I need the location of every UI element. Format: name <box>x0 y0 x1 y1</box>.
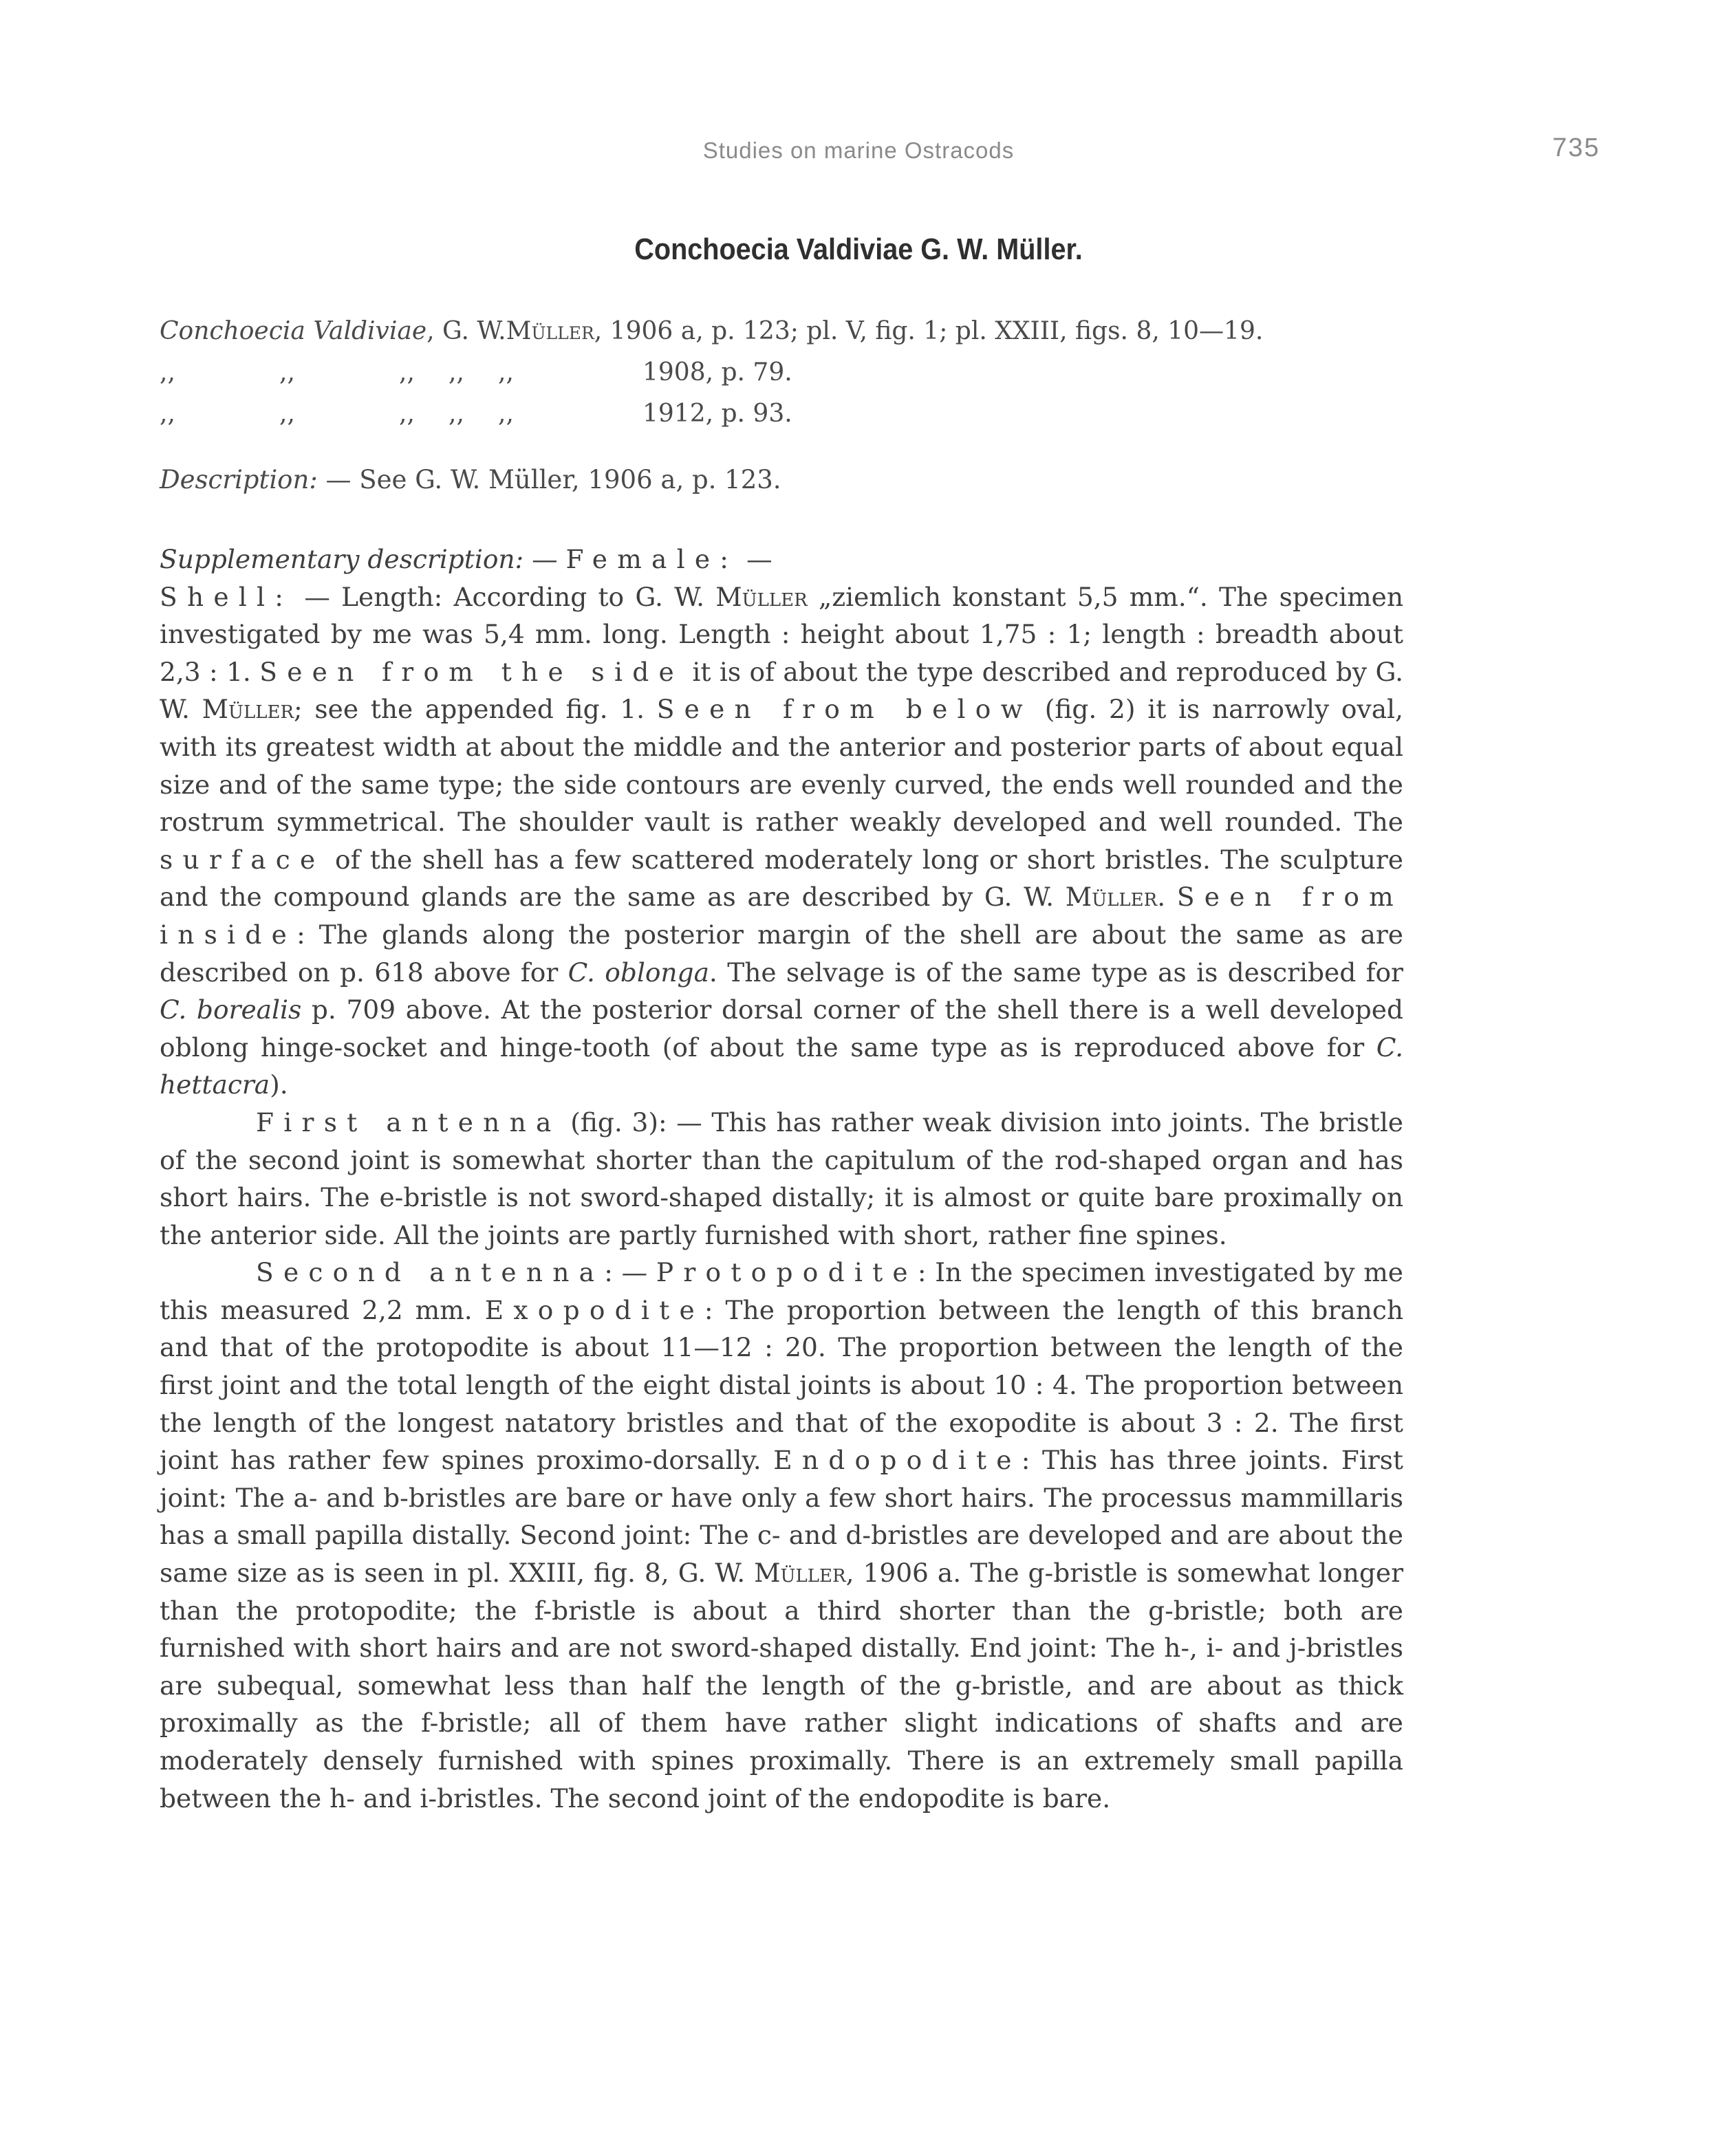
text-run: — <box>523 544 566 574</box>
ditto-mark: ,, <box>279 400 295 428</box>
page-number: 735 <box>1552 133 1600 162</box>
text-run: : The glands along the posterior margin of the shell are about the same as are described on p. 618 above for <box>160 919 1403 988</box>
text-run: ; see the appended fig. 1. <box>294 694 657 725</box>
text-run: . The selvage is of the same type as is described for <box>709 957 1403 988</box>
synonymy-taxon: Conchoecia Valdiviae <box>160 317 427 345</box>
text-run: Endopodite <box>773 1445 1022 1476</box>
text-run: First antenna <box>256 1107 561 1137</box>
text-run: Protopodite <box>656 1257 918 1288</box>
synonymy-reference: 1908, p. 79. <box>642 358 792 386</box>
text-run: Müller <box>754 1558 846 1589</box>
ditto-mark: ,, <box>160 400 175 428</box>
text-run: Exopodite <box>484 1294 704 1325</box>
article-title: Conchoecia Valdiviae G. W. Müller. <box>634 232 1083 266</box>
synonymy-entry <box>160 352 1604 393</box>
text-run: C. oblonga <box>568 957 709 988</box>
synonymy-entry <box>160 311 1604 352</box>
text-run: Female: <box>565 544 739 574</box>
text-run: it is of about the type described and reproduced by G. W. <box>160 656 1404 725</box>
text-run: Second antenna <box>256 1257 605 1288</box>
body-paragraph <box>160 1104 1403 1254</box>
text-run: : In the specimen investigated by me this measured 2,2 mm. <box>160 1257 1403 1325</box>
text-run: Müller <box>202 694 294 725</box>
text-run: Müller <box>1065 882 1158 913</box>
synonymy-citation: , G. W. <box>426 317 506 345</box>
text-run: Seen from the side <box>259 656 684 687</box>
text-run: : — <box>604 1257 656 1288</box>
text-run: (fig. 3): — This has rather weak division into joints. The bristle of the second joint is somewhat shorter than the capitulum of the rod-shaped organ and has short hairs. The e-bristle is not sword-shaped distally; it is almost or quite bare proximally on the anterior side. All the joints are partly furnished with short, rather fine spines. <box>160 1107 1404 1250</box>
text-run: Supplementary description: <box>160 544 524 574</box>
text-run: C. borealis <box>160 994 302 1025</box>
text-run: „ziemlich konstant 5,5 mm.“. The specimen investigated by me was 5,4 mm. long. Length : height about 1,75 : 1; length : breadth about 2,3 : 1. <box>160 581 1403 687</box>
body-paragraph <box>160 541 1403 578</box>
ditto-mark: ,, <box>498 358 514 386</box>
text-run: ). <box>270 1069 288 1100</box>
description-label: Description: <box>160 465 318 494</box>
synonymy-list <box>160 311 1604 435</box>
text-run: — <box>738 544 773 574</box>
text-run: Shell: <box>160 581 294 612</box>
description-paragraph <box>160 465 781 494</box>
ditto-mark: ,, <box>399 358 415 386</box>
text-run: Seen from inside <box>160 882 1403 950</box>
synonymy-reference: 1912, p. 93. <box>642 400 792 428</box>
text-run: (fig. 2) it is narrowly oval, with its greatest width at about the middle and the anterior and posterior parts of about equal size and of the same type; the side contours are evenly curved, the ends well rounded and the rostrum symmetrical. The shoulder vault is rather weakly developed and well rounded. The <box>160 694 1403 838</box>
text-run: . <box>1157 882 1177 913</box>
ditto-mark: ,, <box>279 358 295 386</box>
text-run: C. hettacra <box>160 1032 1403 1100</box>
text-run: Seen from below <box>656 694 1033 725</box>
synonymy-reference: , 1906 a, p. 123; pl. V, fig. 1; pl. XXIII, figs. 8, 10—19. <box>594 317 1264 345</box>
ditto-mark: ,, <box>498 400 514 428</box>
text-run: , 1906 a. The g-bristle is somewhat longer than the protopodite; the f-bristle is about a third shorter than the g-bristle; both are furnished with short hairs and are not sword-shaped distally. End joint: The h-, i- and j-bristles are subequal, somewhat less than half the length of the g-bristle, and are about as thick proximally as the f-bristle; all of them have rather slight indications of shafts and are moderately densely furnished with spines proximally. There is an extremely small papilla between the h- and i-bristles. The second joint of the endopodite is bare. <box>160 1558 1403 1814</box>
text-run: of the shell has a few scattered moderately long or short bristles. The sculpture and the compound glands are the same as are described by G. W. <box>160 844 1403 913</box>
text-run: surface <box>160 844 325 875</box>
text-run: p. 709 above. At the posterior dorsal corner of the shell there is a well developed oblong hinge-socket and hinge-tooth (of about the same type as is reproduced above for <box>160 994 1403 1063</box>
synonymy-author: Müller <box>506 317 594 345</box>
synonymy-entry <box>160 393 1604 435</box>
text-run: : The proportion between the length of this branch and that of the protopodite is about 11—12 : 20. The proportion between the length of the first joint and the total length of the eight distal joints is about 10 : 4. The proportion between the length of the longest natatory bristles and that of the exopodite is about 3 : 2. The first joint has rather few spines proximo-dorsally. <box>160 1294 1403 1476</box>
ditto-mark: ,, <box>399 400 415 428</box>
running-head <box>0 131 1717 172</box>
ditto-mark: ,, <box>449 358 464 386</box>
description-text: — See G. W. Müller, 1906 a, p. 123. <box>317 465 781 494</box>
body-paragraph <box>160 1254 1403 1817</box>
body-text <box>160 541 1403 1817</box>
body-paragraph <box>160 578 1403 1104</box>
running-title: Studies on marine Ostracods <box>702 138 1015 163</box>
text-run: Müller <box>715 581 808 612</box>
text-run: : This has three joints. First joint: The a- and b-bristles are bare or have only a few short hairs. The processus mammillaris has a small papilla distally. Second joint: The c- and d-bristles are developed and are about the same size as is seen in pl. XXIII, fig. 8, G. W. <box>160 1445 1403 1589</box>
text-run: — Length: According to G. W. <box>293 581 716 612</box>
ditto-mark: ,, <box>160 358 175 386</box>
ditto-mark: ,, <box>449 400 464 428</box>
